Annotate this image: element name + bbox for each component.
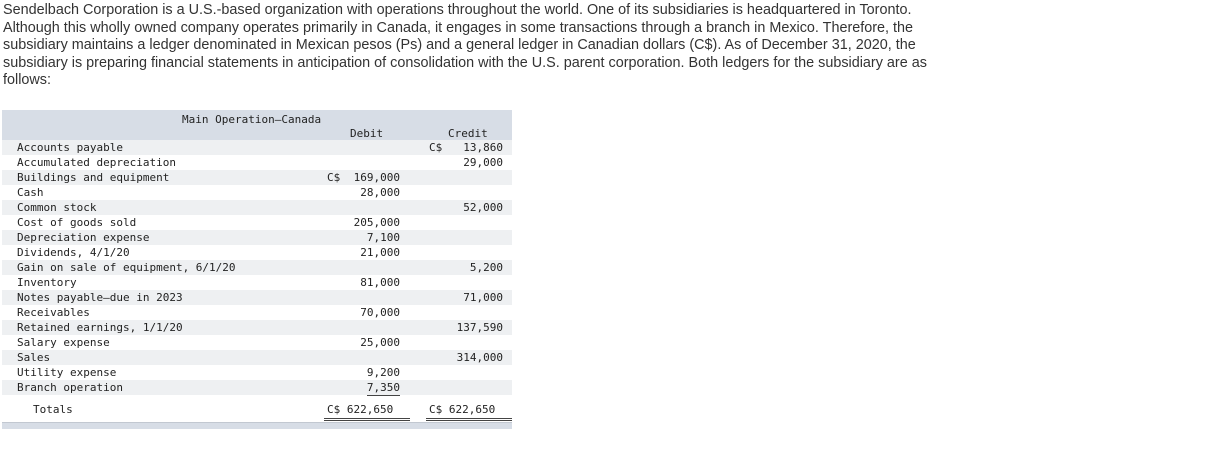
account-name: Inventory [17,276,77,289]
credit-total-cell [426,401,512,421]
credit-amount: 137,590 [456,321,503,334]
credit-amount: 52,000 [463,201,503,214]
account-name: Receivables [17,306,90,319]
ledger-row [2,335,512,350]
ledger-row [2,275,512,290]
debit-amount: 205,000 [353,216,400,229]
credit-column-header: Credit [448,127,488,140]
ledger-row [2,365,512,380]
account-name: Gain on sale of equipment, 6/1/20 [17,261,236,274]
account-name: Accumulated depreciation [17,156,176,169]
debit-amount: 25,000 [360,336,400,349]
account-name: Cost of goods sold [17,216,137,229]
credit-total: C$ 622,650 [429,403,496,416]
account-name: Depreciation expense [17,231,150,244]
account-name: Sales [17,351,51,364]
account-name: Retained earnings, 1/1/20 [17,321,183,334]
debit-amount: 81,000 [360,276,400,289]
ledger-title: Main Operation—Canada [182,113,322,126]
account-name: Cash [17,186,44,199]
debit-amount: 7,100 [366,231,400,244]
ledger-rows [2,140,512,395]
intro-paragraph: Sendelbach Corporation is a U.S.-based organization with operations throughout the world. One of its subsidiaries is headquartered in Toronto. Although this wholly owned company operates primarily in Canada, it engages in some transactions through a branch in Mexico. Therefore, the subsidiary maintains a ledger denominated in Mexican pesos (Ps) and a general ledger in Canadian dollars (C$). As of December 31, 2020, the subsidiary is preparing financial statements in anticipation of consolidation with the U.S. parent corporation. Both ledgers for the subsidiary are as follows: [3,2,927,89]
ledger-row [2,320,512,335]
credit-currency-symbol: C$ [429,141,443,154]
account-name: Salary expense [17,336,110,349]
ledger-row [2,185,512,200]
ledger-table [2,110,512,429]
credit-amount: 5,200 [469,261,503,274]
ledger-row [2,380,512,395]
ledger-row [2,215,512,230]
debit-currency-symbol: C$ [327,171,341,184]
debit-amount: 28,000 [360,186,400,199]
ledger-row [2,245,512,260]
debit-amount: 7,350 [366,381,400,394]
account-name: Common stock [17,201,97,214]
account-name: Notes payable—due in 2023 [17,291,183,304]
totals-row [2,398,512,422]
credit-amount: 71,000 [463,291,503,304]
debit-amount: 9,200 [366,366,400,379]
debit-total: C$ 622,650 [327,403,394,416]
account-name: Branch operation [17,381,123,394]
account-name: Buildings and equipment [17,171,170,184]
debit-column-header: Debit [350,127,384,140]
credit-amount: 314,000 [456,351,503,364]
account-name: Utility expense [17,366,117,379]
debit-amount: 70,000 [360,306,400,319]
ledger-row [2,170,512,185]
table-footer-bar [2,422,512,429]
ledger-row [2,305,512,320]
ledger-header [2,110,512,140]
ledger-row [2,200,512,215]
ledger-row [2,155,512,170]
debit-amount: 21,000 [360,246,400,259]
debit-total-cell [324,401,410,421]
credit-amount: 13,860 [463,141,503,154]
ledger-row [2,230,512,245]
ledger-row [2,140,512,155]
ledger-row [2,290,512,305]
credit-amount: 29,000 [463,156,503,169]
totals-label: Totals [33,403,73,416]
account-name: Accounts payable [17,141,123,154]
problem-intro [3,2,948,90]
debit-amount: 169,000 [353,171,400,184]
ledger-row [2,350,512,365]
ledger-row [2,260,512,275]
account-name: Dividends, 4/1/20 [17,246,130,259]
